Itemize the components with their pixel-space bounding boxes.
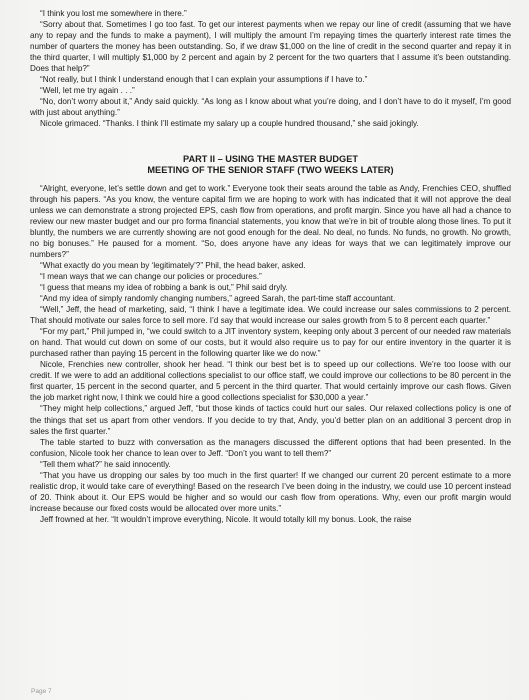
paragraph: “I guess that means my idea of robbing a bank is out,” Phil said dryly. bbox=[40, 282, 288, 292]
paragraph: Nicole grimaced. “Thanks. I think I’ll estimate my salary up a couple hundred thousand,” she said jokingly. bbox=[40, 119, 419, 129]
section-heading-line-1: PART II – USING THE MASTER BUDGET bbox=[183, 153, 358, 164]
section-heading bbox=[30, 154, 511, 177]
section-heading-line-2: MEETING OF THE SENIOR STAFF (TWO WEEKS LATER) bbox=[147, 165, 394, 176]
paragraph: “Well,” Jeff, the head of marketing, said, “I think I have a legitimate idea. We could increase our sales commissions to 2 percent. That should motivate our sales force to sell more. I’d say that would increase our sales growth from 5 to 8 percent each quarter.” bbox=[30, 305, 511, 326]
page-number: Page 7 bbox=[31, 688, 52, 695]
paragraph: “Alright, everyone, let’s settle down and get to work.” Everyone took their seats around the table as Andy, Frenchies CEO, shuffled through his papers. “As you know, the venture capital firm we are hoping to work with has indicated that it will not approve the deal unless we can demonstrate a strong projected EPS, cash flow from operations, and profit margin. Since you have all had a chance to review our new master budget and our pro forma financial statements, you know that we’re in bit of trouble along those lines. To put it bluntly, the numbers we are currently showing are not good enough for the deal. No deal, no funds. No funds, no growth. No growth, no big bonuses.” He paused for a moment. “So, does anyone have any ideas for ways that we can legitimately improve our numbers?” bbox=[30, 183, 511, 259]
paragraph: “I mean ways that we can change our policies or procedures.” bbox=[40, 271, 262, 281]
paragraph: Nicole, Frenchies new controller, shook her head. “I think our best bet is to speed up our collections. We’re too loose with our credit. If we were to add an additional collections specialist to our office staff, we could improve our collections to be 80 percent in the first quarter, 15 percent in the second quarter, and 5 percent in the third quarter. That would certainly improve our cash flows. Given the job market right now, I think we could hire a good collections specialist for $30,000 a year.” bbox=[30, 360, 511, 403]
paragraph: “For my part,” Phil jumped in, “we could switch to a JIT inventory system, keeping only about 3 percent of our needed raw materials on hand. That would cut down on some of our costs, but it would also require us to pay for our entire inventory in the quarter it is purchased rather than paying 15 percent in the following quarter like we do now.” bbox=[30, 327, 511, 359]
paragraph: “Well, let me try again . . .” bbox=[40, 86, 135, 96]
paragraph: “And my idea of simply randomly changing numbers,” agreed Sarah, the part-time staff accountant. bbox=[40, 293, 396, 303]
paragraph: “They might help collections,” argued Jeff, “but those kinds of tactics could hurt our sales. Our relaxed collections policy is one of the things that set us apart from other vendors. If you decide to try that, Andy, you’d better plan on an additional 3 percent drop in sales the first quarter.” bbox=[30, 404, 511, 436]
section-spacer bbox=[30, 130, 511, 154]
paragraph: “Tell them what?” he said innocently. bbox=[40, 459, 171, 469]
paragraph: “What exactly do you mean by ‘legitimately’?” Phil, the head baker, asked. bbox=[40, 260, 306, 270]
paragraph: “No, don’t worry about it,” Andy said quickly. “As long as I know about what you’re doing, and I don’t have to do it myself, I’m good with just about anything.” bbox=[30, 97, 511, 118]
paragraph: Jeff frowned at her. “It wouldn’t improve everything, Nicole. It would totally kill my bonus. Look, the raise bbox=[40, 514, 412, 524]
paragraph: “That you have us dropping our sales by too much in the first quarter! If we changed our current 20 percent estimate to a more realistic drop, it would take care of everything! Based on the research I’ve been doing in the industry, we could use 10 percent instead of 20. Think about it. Our EPS would be higher and so would our cash flow from operations. Why, even our profit margin would increase because our fixed costs would be allocated over more units.” bbox=[30, 470, 511, 513]
paragraph: The table started to buzz with conversation as the managers discussed the different options that had been presented. In the confusion, Nicole took her chance to lean over to Jeff. “Don’t you want to tell them?” bbox=[30, 437, 511, 458]
page-body bbox=[30, 8, 511, 525]
paragraph: “Not really, but I think I understand enough that I can explain your assumptions if I have to.” bbox=[40, 75, 368, 85]
paragraph: “I think you lost me somewhere in there.” bbox=[40, 9, 187, 18]
paragraph: “Sorry about that. Sometimes I go too fast. To get our interest payments when we repay our line of credit (assuming that we have any to repay and the funds to make a payment), I will multiply the amount I’m repaying times the quarterly interest rate times the number of quarters the money has been outstanding. So, if we draw $1,000 on the line of credit in the second quarter and repay it in the third quarter, I will multiply $1,000 by 2 percent and again by 2 percent for the two quarters that I assume it’s been outstanding. Does that help?” bbox=[30, 20, 511, 74]
